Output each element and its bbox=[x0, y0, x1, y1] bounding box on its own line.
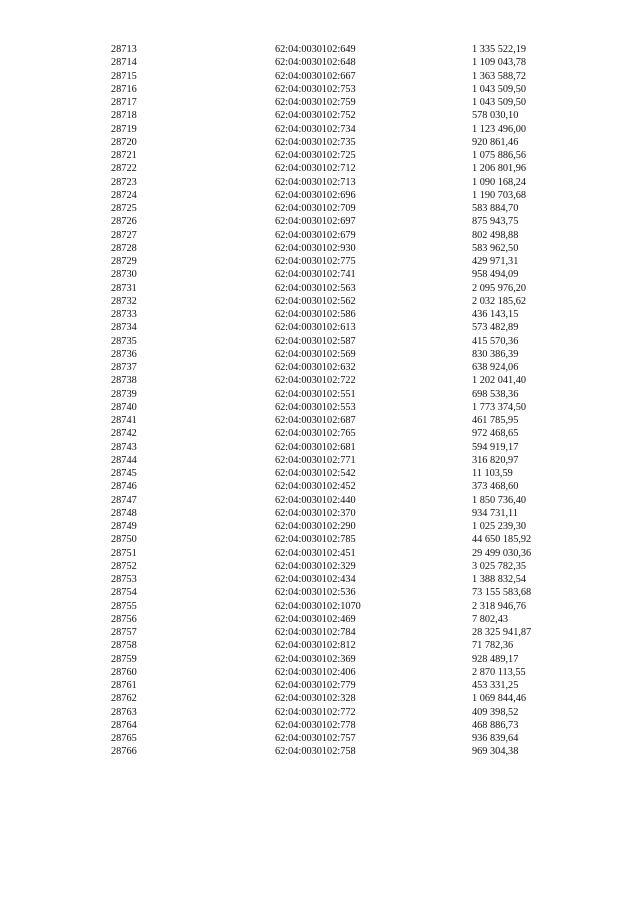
table-row bbox=[0, 494, 640, 507]
cadastral-number: 62:04:0030102:758 bbox=[275, 746, 356, 758]
table-row bbox=[0, 335, 640, 348]
cadastral-value: 934 731,11 bbox=[472, 507, 518, 519]
row-number: 28731 bbox=[111, 282, 137, 294]
table-row bbox=[0, 414, 640, 427]
row-number: 28729 bbox=[111, 256, 137, 267]
row-number: 28744 bbox=[111, 454, 137, 466]
cadastral-number: 62:04:0030102:759 bbox=[275, 97, 356, 108]
cadastral-value: 802 498,88 bbox=[472, 229, 519, 241]
cadastral-value: 583 962,50 bbox=[472, 242, 519, 254]
cadastral-number: 62:04:0030102:328 bbox=[275, 693, 356, 705]
row-number: 28746 bbox=[111, 481, 137, 493]
cadastral-number: 62:04:0030102:696 bbox=[275, 189, 356, 201]
cadastral-number: 62:04:0030102:752 bbox=[275, 110, 356, 122]
cadastral-number: 62:04:0030102:784 bbox=[275, 627, 356, 638]
cadastral-value: 573 482,89 bbox=[472, 322, 519, 334]
table-row bbox=[0, 268, 640, 281]
cadastral-value: 830 386,39 bbox=[472, 348, 519, 360]
table-row bbox=[0, 282, 640, 295]
row-number: 28756 bbox=[111, 613, 137, 625]
cadastral-number: 62:04:0030102:648 bbox=[275, 57, 356, 69]
cadastral-value: 920 861,46 bbox=[472, 136, 519, 148]
cadastral-number: 62:04:0030102:734 bbox=[275, 123, 356, 135]
cadastral-value: 11 103,59 bbox=[472, 468, 513, 479]
cadastral-number: 62:04:0030102:369 bbox=[275, 653, 356, 665]
row-number: 28749 bbox=[111, 521, 137, 532]
cadastral-number: 62:04:0030102:370 bbox=[275, 507, 356, 519]
table-row bbox=[0, 441, 640, 454]
cadastral-value: 373 468,60 bbox=[472, 481, 519, 493]
row-number: 28730 bbox=[111, 269, 137, 281]
table-row bbox=[0, 719, 640, 732]
cadastral-value: 1 075 886,56 bbox=[472, 150, 527, 161]
cadastral-value: 972 468,65 bbox=[472, 428, 519, 440]
row-number: 28716 bbox=[111, 83, 137, 95]
cadastral-number: 62:04:0030102:709 bbox=[275, 203, 356, 214]
cadastral-value: 1 109 043,78 bbox=[472, 57, 527, 69]
table-row bbox=[0, 613, 640, 626]
cadastral-value: 936 839,64 bbox=[472, 733, 519, 744]
cadastral-number: 62:04:0030102:562 bbox=[275, 295, 356, 307]
table-row bbox=[0, 467, 640, 480]
table-row bbox=[0, 123, 640, 136]
cadastral-value: 1 190 703,68 bbox=[472, 189, 527, 201]
cadastral-number: 62:04:0030102:765 bbox=[275, 428, 356, 440]
table-row bbox=[0, 229, 640, 242]
table-row bbox=[0, 547, 640, 560]
table-row bbox=[0, 454, 640, 467]
row-number: 28745 bbox=[111, 468, 137, 479]
cadastral-number: 62:04:0030102:632 bbox=[275, 362, 356, 373]
cadastral-number: 62:04:0030102:779 bbox=[275, 680, 356, 691]
cadastral-value: 1 773 374,50 bbox=[472, 401, 527, 413]
table-row bbox=[0, 189, 640, 202]
cadastral-value: 44 650 185,92 bbox=[472, 534, 532, 546]
table-row bbox=[0, 96, 640, 109]
cadastral-value: 316 820,97 bbox=[472, 454, 519, 466]
row-number: 28720 bbox=[111, 136, 137, 148]
document-table bbox=[0, 43, 640, 759]
cadastral-number: 62:04:0030102:587 bbox=[275, 335, 356, 347]
cadastral-value: 594 919,17 bbox=[472, 441, 519, 453]
cadastral-number: 62:04:0030102:406 bbox=[275, 666, 356, 678]
row-number: 28765 bbox=[111, 733, 137, 744]
cadastral-value: 73 155 583,68 bbox=[472, 587, 532, 599]
cadastral-number: 62:04:0030102:772 bbox=[275, 706, 356, 718]
cadastral-number: 62:04:0030102:542 bbox=[275, 468, 356, 479]
cadastral-value: 2 318 946,76 bbox=[472, 600, 527, 612]
cadastral-value: 1 388 832,54 bbox=[472, 574, 527, 585]
table-row bbox=[0, 149, 640, 162]
table-row bbox=[0, 295, 640, 308]
table-row bbox=[0, 586, 640, 599]
cadastral-number: 62:04:0030102:725 bbox=[275, 150, 356, 161]
row-number: 28761 bbox=[111, 680, 137, 691]
table-row bbox=[0, 507, 640, 520]
cadastral-number: 62:04:0030102:434 bbox=[275, 574, 356, 585]
cadastral-number: 62:04:0030102:930 bbox=[275, 242, 356, 254]
row-number: 28732 bbox=[111, 295, 137, 307]
row-number: 28752 bbox=[111, 560, 137, 572]
cadastral-value: 1 123 496,00 bbox=[472, 123, 527, 135]
row-number: 28714 bbox=[111, 57, 137, 69]
cadastral-value: 578 030,10 bbox=[472, 110, 519, 122]
row-number: 28728 bbox=[111, 242, 137, 254]
cadastral-number: 62:04:0030102:569 bbox=[275, 348, 356, 360]
cadastral-value: 2 870 113,55 bbox=[472, 666, 526, 678]
cadastral-number: 62:04:0030102:536 bbox=[275, 587, 356, 599]
cadastral-number: 62:04:0030102:771 bbox=[275, 454, 356, 466]
cadastral-number: 62:04:0030102:681 bbox=[275, 441, 356, 453]
table-row bbox=[0, 480, 640, 493]
table-row bbox=[0, 56, 640, 69]
row-number: 28726 bbox=[111, 216, 137, 228]
table-row bbox=[0, 70, 640, 83]
cadastral-number: 62:04:0030102:667 bbox=[275, 70, 356, 82]
row-number: 28719 bbox=[111, 123, 137, 135]
cadastral-value: 2 032 185,62 bbox=[472, 295, 527, 307]
cadastral-number: 62:04:0030102:697 bbox=[275, 216, 356, 228]
cadastral-number: 62:04:0030102:290 bbox=[275, 521, 356, 532]
row-number: 28721 bbox=[111, 150, 137, 161]
cadastral-value: 583 884,70 bbox=[472, 203, 519, 214]
cadastral-number: 62:04:0030102:551 bbox=[275, 388, 356, 400]
row-number: 28727 bbox=[111, 229, 137, 241]
row-number: 28734 bbox=[111, 322, 137, 334]
table-row bbox=[0, 162, 640, 175]
cadastral-value: 2 095 976,20 bbox=[472, 282, 527, 294]
row-number: 28760 bbox=[111, 666, 137, 678]
cadastral-value: 958 494,09 bbox=[472, 269, 519, 281]
row-number: 28750 bbox=[111, 534, 137, 546]
cadastral-number: 62:04:0030102:452 bbox=[275, 481, 356, 493]
cadastral-number: 62:04:0030102:712 bbox=[275, 163, 356, 175]
cadastral-value: 468 886,73 bbox=[472, 719, 519, 731]
table-row bbox=[0, 560, 640, 573]
row-number: 28736 bbox=[111, 348, 137, 360]
row-number: 28741 bbox=[111, 415, 137, 426]
cadastral-value: 415 570,36 bbox=[472, 335, 519, 347]
table-row bbox=[0, 679, 640, 692]
row-number: 28753 bbox=[111, 574, 137, 585]
row-number: 28755 bbox=[111, 600, 137, 612]
cadastral-value: 1 043 509,50 bbox=[472, 83, 527, 95]
row-number: 28751 bbox=[111, 547, 137, 559]
row-number: 28722 bbox=[111, 163, 137, 175]
table-row bbox=[0, 255, 640, 268]
table-row bbox=[0, 242, 640, 255]
row-number: 28766 bbox=[111, 746, 137, 758]
cadastral-number: 62:04:0030102:812 bbox=[275, 640, 356, 652]
cadastral-value: 429 971,31 bbox=[472, 256, 519, 267]
table-row bbox=[0, 361, 640, 374]
cadastral-number: 62:04:0030102:613 bbox=[275, 322, 356, 334]
table-row bbox=[0, 202, 640, 215]
row-number: 28725 bbox=[111, 203, 137, 214]
cadastral-value: 638 924,06 bbox=[472, 362, 519, 373]
row-number: 28757 bbox=[111, 627, 137, 638]
cadastral-number: 62:04:0030102:687 bbox=[275, 415, 356, 426]
cadastral-number: 62:04:0030102:586 bbox=[275, 309, 356, 320]
row-number: 28724 bbox=[111, 189, 137, 201]
cadastral-value: 875 943,75 bbox=[472, 216, 519, 228]
row-number: 28723 bbox=[111, 176, 137, 188]
table-row bbox=[0, 109, 640, 122]
row-number: 28748 bbox=[111, 507, 137, 519]
table-row bbox=[0, 321, 640, 334]
cadastral-number: 62:04:0030102:563 bbox=[275, 282, 356, 294]
cadastral-value: 1 850 736,40 bbox=[472, 494, 527, 506]
table-row bbox=[0, 732, 640, 745]
cadastral-number: 62:04:0030102:722 bbox=[275, 375, 356, 387]
cadastral-value: 29 499 030,36 bbox=[472, 547, 532, 559]
row-number: 28759 bbox=[111, 653, 137, 665]
cadastral-value: 1 335 522,19 bbox=[472, 44, 527, 55]
cadastral-value: 969 304,38 bbox=[472, 746, 519, 758]
table-row bbox=[0, 520, 640, 533]
row-number: 28717 bbox=[111, 97, 137, 108]
cadastral-number: 62:04:0030102:451 bbox=[275, 547, 356, 559]
cadastral-value: 1 363 588,72 bbox=[472, 70, 527, 82]
cadastral-number: 62:04:0030102:679 bbox=[275, 229, 356, 241]
row-number: 28738 bbox=[111, 375, 137, 387]
cadastral-number: 62:04:0030102:785 bbox=[275, 534, 356, 546]
row-number: 28718 bbox=[111, 110, 137, 122]
table-row bbox=[0, 176, 640, 189]
cadastral-value: 698 538,36 bbox=[472, 388, 519, 400]
cadastral-value: 1 090 168,24 bbox=[472, 176, 527, 188]
cadastral-value: 1 206 801,96 bbox=[472, 163, 527, 175]
cadastral-number: 62:04:0030102:735 bbox=[275, 136, 356, 148]
table-row bbox=[0, 666, 640, 679]
row-number: 28733 bbox=[111, 309, 137, 320]
cadastral-number: 62:04:0030102:757 bbox=[275, 733, 356, 744]
row-number: 28742 bbox=[111, 428, 137, 440]
table-row bbox=[0, 83, 640, 96]
table-row bbox=[0, 573, 640, 586]
row-number: 28739 bbox=[111, 388, 137, 400]
cadastral-number: 62:04:0030102:440 bbox=[275, 494, 356, 506]
table-row bbox=[0, 136, 640, 149]
table-row bbox=[0, 388, 640, 401]
cadastral-value: 461 785,95 bbox=[472, 415, 519, 426]
table-row bbox=[0, 745, 640, 758]
cadastral-value: 1 202 041,40 bbox=[472, 375, 527, 387]
table-row bbox=[0, 600, 640, 613]
table-row bbox=[0, 308, 640, 321]
cadastral-number: 62:04:0030102:713 bbox=[275, 176, 356, 188]
cadastral-number: 62:04:0030102:775 bbox=[275, 256, 356, 267]
cadastral-value: 928 489,17 bbox=[472, 653, 519, 665]
table-row bbox=[0, 348, 640, 361]
cadastral-value: 1 043 509,50 bbox=[472, 97, 527, 108]
cadastral-number: 62:04:0030102:753 bbox=[275, 83, 356, 95]
cadastral-number: 62:04:0030102:649 bbox=[275, 44, 356, 55]
row-number: 28735 bbox=[111, 335, 137, 347]
table-row bbox=[0, 215, 640, 228]
cadastral-value: 3 025 782,35 bbox=[472, 560, 527, 572]
row-number: 28764 bbox=[111, 719, 137, 731]
cadastral-value: 436 143,15 bbox=[472, 309, 519, 320]
table-row bbox=[0, 401, 640, 414]
row-number: 28747 bbox=[111, 494, 137, 506]
row-number: 28713 bbox=[111, 44, 137, 55]
row-number: 28715 bbox=[111, 70, 137, 82]
table-row bbox=[0, 626, 640, 639]
cadastral-number: 62:04:0030102:778 bbox=[275, 719, 356, 731]
cadastral-number: 62:04:0030102:469 bbox=[275, 613, 356, 625]
cadastral-value: 409 398,52 bbox=[472, 706, 519, 718]
table-row bbox=[0, 653, 640, 666]
cadastral-value: 71 782,36 bbox=[472, 640, 514, 652]
cadastral-number: 62:04:0030102:1070 bbox=[275, 600, 361, 612]
row-number: 28763 bbox=[111, 706, 137, 718]
cadastral-number: 62:04:0030102:329 bbox=[275, 560, 356, 572]
cadastral-value: 1 025 239,30 bbox=[472, 521, 527, 532]
table-row bbox=[0, 692, 640, 705]
cadastral-value: 1 069 844,46 bbox=[472, 693, 527, 705]
cadastral-value: 453 331,25 bbox=[472, 680, 519, 691]
cadastral-value: 28 325 941,87 bbox=[472, 627, 532, 638]
cadastral-number: 62:04:0030102:741 bbox=[275, 269, 356, 281]
row-number: 28762 bbox=[111, 693, 137, 705]
table-row bbox=[0, 43, 640, 56]
row-number: 28743 bbox=[111, 441, 137, 453]
table-row bbox=[0, 374, 640, 387]
cadastral-number: 62:04:0030102:553 bbox=[275, 401, 356, 413]
cadastral-value: 7 802,43 bbox=[472, 613, 509, 625]
row-number: 28740 bbox=[111, 401, 137, 413]
table-row bbox=[0, 427, 640, 440]
row-number: 28737 bbox=[111, 362, 137, 373]
row-number: 28758 bbox=[111, 640, 137, 652]
table-row bbox=[0, 706, 640, 719]
row-number: 28754 bbox=[111, 587, 137, 599]
table-row bbox=[0, 639, 640, 652]
table-row bbox=[0, 533, 640, 546]
